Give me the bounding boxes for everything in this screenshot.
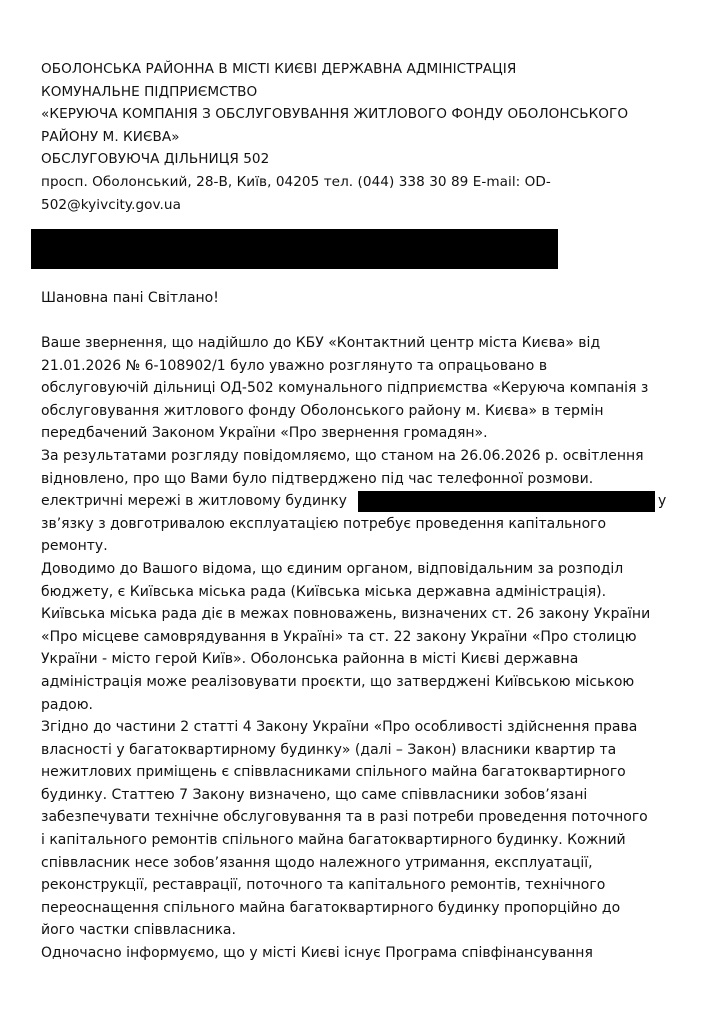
text-fragment: електричні мережі в житловому будинку <box>41 493 347 510</box>
redaction-bar-recipient <box>31 229 558 269</box>
redaction-bar-address <box>358 491 655 512</box>
greeting-text: Шановна пані Світлано! <box>41 290 219 306</box>
text-line: За результатами розгляду повідомляємо, що станом на 26.06.2026 р. освітлення <box>41 448 644 464</box>
text-line: ремонту. <box>41 538 108 555</box>
paragraph-3 <box>41 558 691 716</box>
text-line: переоснащення спільного майна багатоквартирного будинку пропорційно до <box>41 899 621 916</box>
letterhead-line: просп. Оболонський, 28-В, Київ, 04205 тел. (044) 338 30 89 E-mail: OD- <box>41 173 551 190</box>
text-line: радою. <box>41 696 93 713</box>
letterhead-line: ОБСЛУГОВУЮЧА ДІЛЬНИЦЯ 502 <box>41 151 270 168</box>
text-line: будинку. Статтею 7 Закону визначено, що саме співвласники зобов’язані <box>41 786 588 803</box>
paragraph-4 <box>41 716 691 942</box>
text-line: обслуговуючій дільниці ОД-502 комунального підприємства «Керуюча компанія з <box>41 380 649 397</box>
text-line-redacted <box>41 490 691 513</box>
text-line: і капітального ремонтів спільного майна багатоквартирного будинку. Кожний <box>41 831 626 848</box>
text-line: забезпечувати технічне обслуговування та в разі потреби проведення поточного <box>41 809 648 826</box>
text-line: Доводимо до Вашого відома, що єдиним органом, відповідальним за розподіл <box>41 561 624 577</box>
text-line: 21.01.2026 № 6-108902/1 було уважно розглянуто та опрацьовано в <box>41 357 548 374</box>
letterhead-line: КОМУНАЛЬНЕ ПІДПРИЄМСТВО <box>41 83 258 100</box>
paragraph-1 <box>41 332 691 445</box>
text-line: Згідно до частини 2 статті 4 Закону України «Про особливості здійснення права <box>41 719 638 735</box>
text-line: передбачений Законом України «Про звернення громадян». <box>41 425 488 442</box>
text-line: адміністрація може реалізовувати проєкти, що затверджені Київською міською <box>41 673 635 690</box>
text-line: «Про місцеве самоврядування в Україні» та ст. 22 закону України «Про столицю <box>41 628 637 645</box>
text-line: нежитлових приміщень є співвласниками спільного майна багатоквартирного <box>41 764 626 781</box>
text-line: України - місто герой Київ». Оболонська районна в місті Києві державна <box>41 651 579 668</box>
text-line: його частки співвласника. <box>41 922 236 939</box>
text-line: співвласник несе зобов’язання щодо належного утримання, експлуатації, <box>41 854 593 871</box>
text-fragment: у <box>658 493 667 510</box>
text-line: відновлено, про що Вами було підтверджено під час телефонної розмови. <box>41 470 594 487</box>
text-line: власності у багатоквартирному будинку» (далі – Закон) власники квартир та <box>41 741 617 758</box>
letterhead-line: 502@kyivcity.gov.ua <box>41 196 181 213</box>
text-line: Київська міська рада діє в межах повноважень, визначених ст. 26 закону України <box>41 606 651 623</box>
letterhead <box>41 58 691 216</box>
letterhead-line: ОБОЛОНСЬКА РАЙОННА В МІСТІ КИЄВІ ДЕРЖАВНА АДМІНІСТРАЦІЯ <box>41 61 517 77</box>
text-line: реконструкції, реставрації, поточного та капітального ремонтів, технічного <box>41 877 606 894</box>
text-line: бюджету, є Київська міська рада (Київська міська державна адміністрація). <box>41 583 607 600</box>
text-line: зв’язку з довготривалою експлуатацією потребує проведення капітального <box>41 515 607 532</box>
paragraph-5 <box>41 942 691 965</box>
text-line: обслуговування житлового фонду Оболонського району м. Києва» в термін <box>41 402 604 419</box>
text-line: Ваше звернення, що надійшло до КБУ «Контактний центр міста Києва» від <box>41 335 601 351</box>
text-line: Одночасно інформуємо, що у місті Києві існує Програма співфінансування <box>41 945 593 961</box>
paragraph-2 <box>41 445 691 558</box>
greeting <box>41 287 691 310</box>
letterhead-line: РАЙОНУ М. КИЄВА» <box>41 128 180 145</box>
letterhead-line: «КЕРУЮЧА КОМПАНІЯ З ОБСЛУГОВУВАННЯ ЖИТЛОВОГО ФОНДУ ОБОЛОНСЬКОГО <box>41 106 629 123</box>
